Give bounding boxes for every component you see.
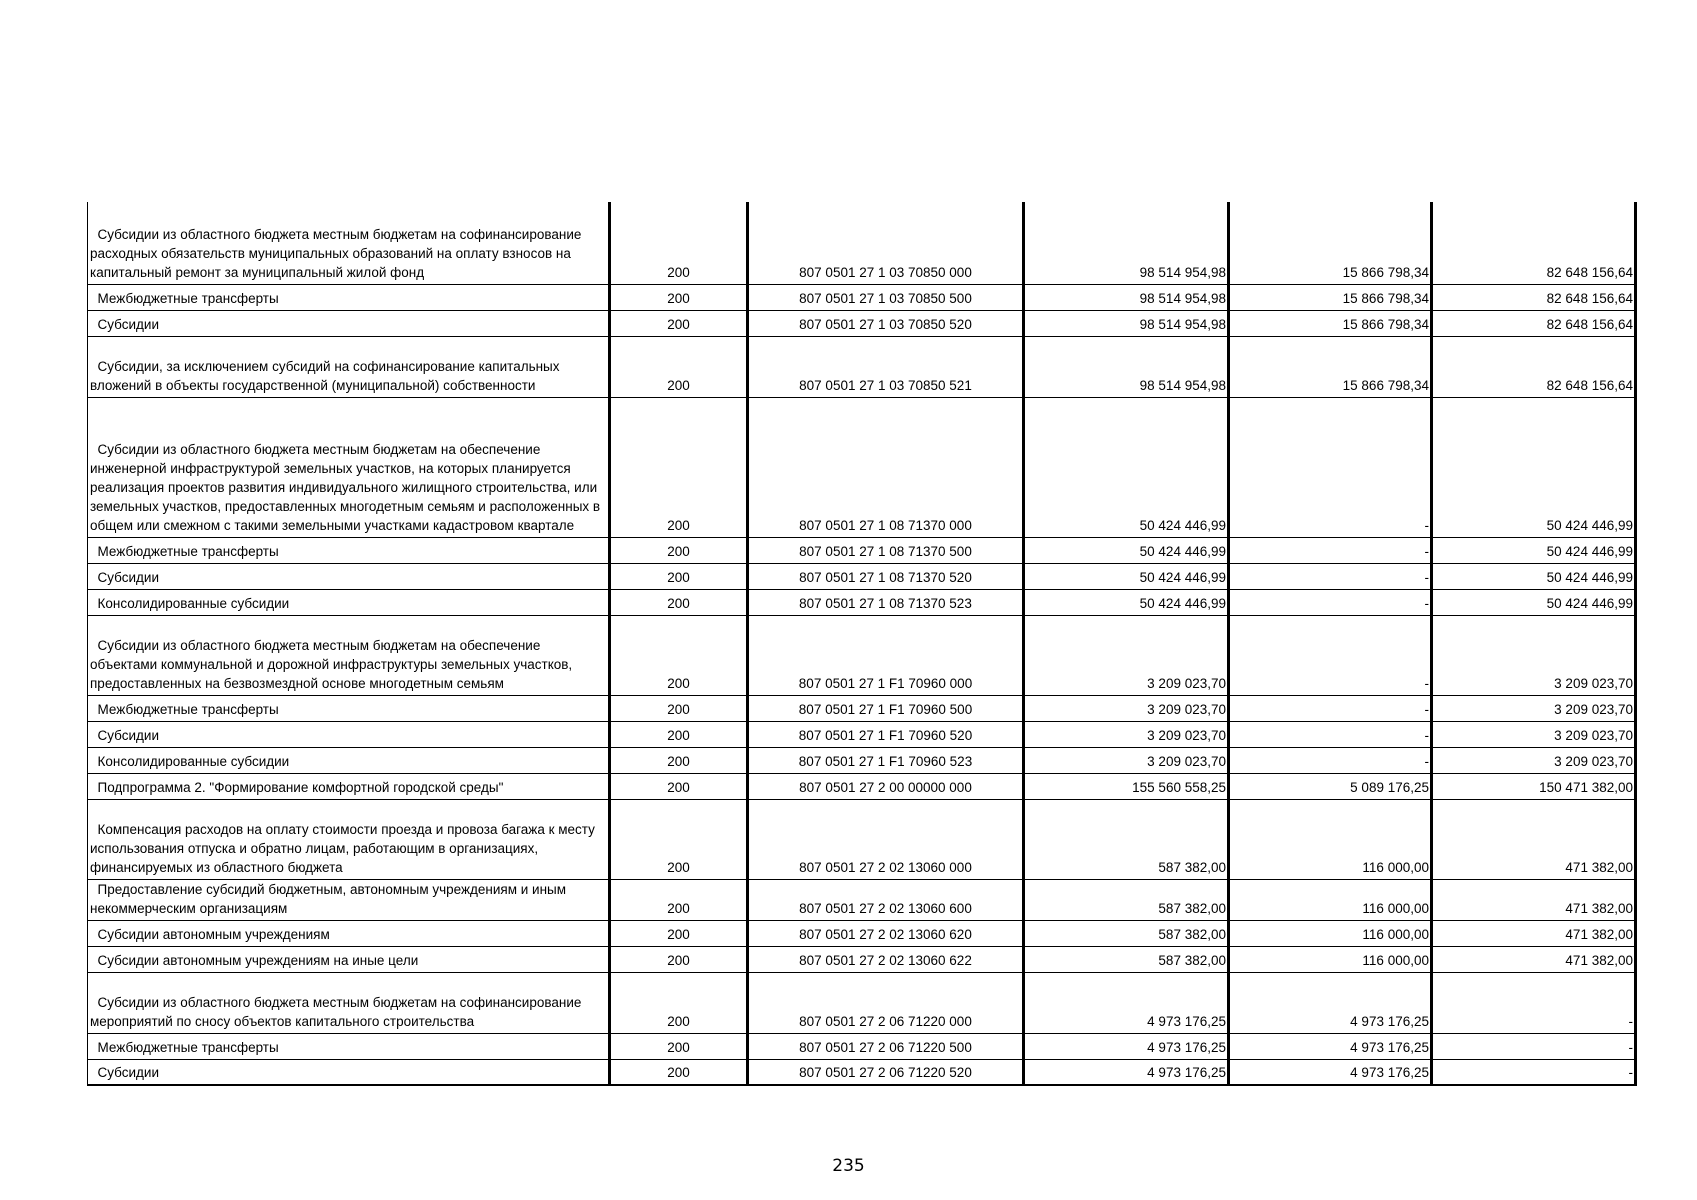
row-unexecuted-amount-cell: 50 424 446,99 bbox=[1432, 589, 1636, 615]
table-row bbox=[88, 589, 1636, 615]
row-executed-amount-cell: - bbox=[1229, 721, 1432, 747]
row-name-cell: Субсидии автономным учреждениям на иные цели bbox=[88, 946, 610, 972]
row-executed-amount-cell: - bbox=[1229, 747, 1432, 773]
table-row bbox=[88, 695, 1636, 721]
row-classification-code-cell: 807 0501 27 1 08 71370 523 bbox=[748, 589, 1024, 615]
row-executed-amount-cell: 4 973 176,25 bbox=[1229, 1059, 1432, 1085]
row-name-cell: Подпрограмма 2. "Формирование комфортной городской среды" bbox=[88, 773, 610, 799]
row-executed-amount-cell: 15 866 798,34 bbox=[1229, 310, 1432, 336]
row-classification-code-cell: 807 0501 27 1 F1 70960 523 bbox=[748, 747, 1024, 773]
row-classification-code-cell: 807 0501 27 2 06 71220 500 bbox=[748, 1033, 1024, 1059]
row-unexecuted-amount-cell: 82 648 156,64 bbox=[1432, 284, 1636, 310]
row-classification-code-cell: 807 0501 27 1 08 71370 000 bbox=[748, 397, 1024, 537]
row-unexecuted-amount-cell: - bbox=[1432, 1033, 1636, 1059]
row-classification-code-cell: 807 0501 27 2 02 13060 600 bbox=[748, 879, 1024, 920]
row-approved-amount-cell: 3 209 023,70 bbox=[1024, 695, 1229, 721]
row-unexecuted-amount-cell: 3 209 023,70 bbox=[1432, 615, 1636, 695]
row-classification-code-cell: 807 0501 27 2 02 13060 622 bbox=[748, 946, 1024, 972]
row-approved-amount-cell: 587 382,00 bbox=[1024, 946, 1229, 972]
row-code-cell: 200 bbox=[610, 537, 748, 563]
row-name-cell: Межбюджетные трансферты bbox=[88, 537, 610, 563]
row-executed-amount-cell: - bbox=[1229, 615, 1432, 695]
row-classification-code-cell: 807 0501 27 1 F1 70960 500 bbox=[748, 695, 1024, 721]
row-name-cell: Субсидии из областного бюджета местным бюджетам на софинансирование мероприятий по сносу объектов капитального строительства bbox=[88, 972, 610, 1033]
row-unexecuted-amount-cell: 471 382,00 bbox=[1432, 920, 1636, 946]
row-code-cell: 200 bbox=[610, 589, 748, 615]
row-approved-amount-cell: 587 382,00 bbox=[1024, 799, 1229, 879]
row-unexecuted-amount-cell: 50 424 446,99 bbox=[1432, 537, 1636, 563]
row-approved-amount-cell: 4 973 176,25 bbox=[1024, 972, 1229, 1033]
row-code-cell: 200 bbox=[610, 972, 748, 1033]
row-executed-amount-cell: - bbox=[1229, 695, 1432, 721]
row-unexecuted-amount-cell: - bbox=[1432, 1059, 1636, 1085]
row-approved-amount-cell: 98 514 954,98 bbox=[1024, 202, 1229, 284]
table-row bbox=[88, 284, 1636, 310]
row-code-cell: 200 bbox=[610, 397, 748, 537]
row-name-cell: Межбюджетные трансферты bbox=[88, 1033, 610, 1059]
table-row bbox=[88, 946, 1636, 972]
row-code-cell: 200 bbox=[610, 615, 748, 695]
table-row bbox=[88, 615, 1636, 695]
table-row bbox=[88, 773, 1636, 799]
row-unexecuted-amount-cell: 471 382,00 bbox=[1432, 879, 1636, 920]
row-classification-code-cell: 807 0501 27 1 03 70850 520 bbox=[748, 310, 1024, 336]
row-unexecuted-amount-cell: 471 382,00 bbox=[1432, 799, 1636, 879]
table-row bbox=[88, 879, 1636, 920]
row-name-cell: Компенсация расходов на оплату стоимости проезда и провоза багажа к месту использования отпуска и обратно лицам, работающим в организациях, финансируемых из областного бюджета bbox=[88, 799, 610, 879]
row-code-cell: 200 bbox=[610, 879, 748, 920]
row-executed-amount-cell: 5 089 176,25 bbox=[1229, 773, 1432, 799]
row-approved-amount-cell: 3 209 023,70 bbox=[1024, 747, 1229, 773]
row-approved-amount-cell: 50 424 446,99 bbox=[1024, 563, 1229, 589]
row-code-cell: 200 bbox=[610, 1033, 748, 1059]
row-code-cell: 200 bbox=[610, 747, 748, 773]
row-executed-amount-cell: 15 866 798,34 bbox=[1229, 336, 1432, 397]
row-code-cell: 200 bbox=[610, 563, 748, 589]
row-approved-amount-cell: 98 514 954,98 bbox=[1024, 336, 1229, 397]
row-unexecuted-amount-cell: - bbox=[1432, 972, 1636, 1033]
row-classification-code-cell: 807 0501 27 1 08 71370 500 bbox=[748, 537, 1024, 563]
row-name-cell: Консолидированные субсидии bbox=[88, 747, 610, 773]
row-approved-amount-cell: 98 514 954,98 bbox=[1024, 310, 1229, 336]
row-approved-amount-cell: 3 209 023,70 bbox=[1024, 721, 1229, 747]
row-approved-amount-cell: 50 424 446,99 bbox=[1024, 537, 1229, 563]
row-code-cell: 200 bbox=[610, 310, 748, 336]
row-approved-amount-cell: 587 382,00 bbox=[1024, 920, 1229, 946]
row-classification-code-cell: 807 0501 27 2 06 71220 520 bbox=[748, 1059, 1024, 1085]
row-unexecuted-amount-cell: 471 382,00 bbox=[1432, 946, 1636, 972]
row-classification-code-cell: 807 0501 27 2 00 00000 000 bbox=[748, 773, 1024, 799]
row-executed-amount-cell: 116 000,00 bbox=[1229, 920, 1432, 946]
row-name-cell: Субсидии, за исключением субсидий на софинансирование капитальных вложений в объекты государственной (муниципальной) собственности bbox=[88, 336, 610, 397]
row-approved-amount-cell: 50 424 446,99 bbox=[1024, 397, 1229, 537]
row-executed-amount-cell: - bbox=[1229, 537, 1432, 563]
row-executed-amount-cell: 116 000,00 bbox=[1229, 879, 1432, 920]
table-row bbox=[88, 920, 1636, 946]
row-classification-code-cell: 807 0501 27 1 03 70850 500 bbox=[748, 284, 1024, 310]
row-approved-amount-cell: 4 973 176,25 bbox=[1024, 1059, 1229, 1085]
row-approved-amount-cell: 155 560 558,25 bbox=[1024, 773, 1229, 799]
row-executed-amount-cell: 4 973 176,25 bbox=[1229, 1033, 1432, 1059]
row-classification-code-cell: 807 0501 27 1 03 70850 000 bbox=[748, 202, 1024, 284]
row-executed-amount-cell: 4 973 176,25 bbox=[1229, 972, 1432, 1033]
row-name-cell: Предоставление субсидий бюджетным, автономным учреждениям и иным некоммерческим организациям bbox=[88, 879, 610, 920]
row-code-cell: 200 bbox=[610, 799, 748, 879]
row-unexecuted-amount-cell: 3 209 023,70 bbox=[1432, 747, 1636, 773]
row-approved-amount-cell: 587 382,00 bbox=[1024, 879, 1229, 920]
row-unexecuted-amount-cell: 50 424 446,99 bbox=[1432, 563, 1636, 589]
row-approved-amount-cell: 98 514 954,98 bbox=[1024, 284, 1229, 310]
table-row bbox=[88, 397, 1636, 537]
row-unexecuted-amount-cell: 3 209 023,70 bbox=[1432, 695, 1636, 721]
row-unexecuted-amount-cell: 150 471 382,00 bbox=[1432, 773, 1636, 799]
row-code-cell: 200 bbox=[610, 920, 748, 946]
row-approved-amount-cell: 4 973 176,25 bbox=[1024, 1033, 1229, 1059]
row-name-cell: Субсидии bbox=[88, 1059, 610, 1085]
table-row bbox=[88, 972, 1636, 1033]
page-number: 235 bbox=[832, 1156, 865, 1176]
row-executed-amount-cell: - bbox=[1229, 397, 1432, 537]
row-classification-code-cell: 807 0501 27 1 08 71370 520 bbox=[748, 563, 1024, 589]
table-row bbox=[88, 202, 1636, 284]
table-row bbox=[88, 310, 1636, 336]
table-row bbox=[88, 1059, 1636, 1085]
row-classification-code-cell: 807 0501 27 2 02 13060 000 bbox=[748, 799, 1024, 879]
row-name-cell: Субсидии bbox=[88, 721, 610, 747]
table-body bbox=[88, 202, 1636, 1085]
table-row bbox=[88, 1033, 1636, 1059]
table-row bbox=[88, 336, 1636, 397]
row-code-cell: 200 bbox=[610, 773, 748, 799]
row-unexecuted-amount-cell: 3 209 023,70 bbox=[1432, 721, 1636, 747]
row-unexecuted-amount-cell: 82 648 156,64 bbox=[1432, 336, 1636, 397]
row-unexecuted-amount-cell: 50 424 446,99 bbox=[1432, 397, 1636, 537]
row-classification-code-cell: 807 0501 27 1 03 70850 521 bbox=[748, 336, 1024, 397]
row-name-cell: Консолидированные субсидии bbox=[88, 589, 610, 615]
table-row bbox=[88, 537, 1636, 563]
row-classification-code-cell: 807 0501 27 1 F1 70960 000 bbox=[748, 615, 1024, 695]
row-code-cell: 200 bbox=[610, 284, 748, 310]
row-unexecuted-amount-cell: 82 648 156,64 bbox=[1432, 202, 1636, 284]
row-name-cell: Межбюджетные трансферты bbox=[88, 284, 610, 310]
row-unexecuted-amount-cell: 82 648 156,64 bbox=[1432, 310, 1636, 336]
row-executed-amount-cell: 116 000,00 bbox=[1229, 799, 1432, 879]
row-code-cell: 200 bbox=[610, 946, 748, 972]
row-executed-amount-cell: - bbox=[1229, 589, 1432, 615]
row-classification-code-cell: 807 0501 27 2 06 71220 000 bbox=[748, 972, 1024, 1033]
table-row bbox=[88, 747, 1636, 773]
row-name-cell: Межбюджетные трансферты bbox=[88, 695, 610, 721]
budget-execution-table bbox=[87, 202, 1637, 1086]
row-classification-code-cell: 807 0501 27 1 F1 70960 520 bbox=[748, 721, 1024, 747]
row-name-cell: Субсидии из областного бюджета местным бюджетам на софинансирование расходных обязательств муниципальных образований на оплату взносов на капитальный ремонт за муниципальный жилой фонд bbox=[88, 202, 610, 284]
row-name-cell: Субсидии bbox=[88, 563, 610, 589]
row-name-cell: Субсидии автономным учреждениям bbox=[88, 920, 610, 946]
row-approved-amount-cell: 50 424 446,99 bbox=[1024, 589, 1229, 615]
row-executed-amount-cell: 116 000,00 bbox=[1229, 946, 1432, 972]
table-row bbox=[88, 799, 1636, 879]
row-code-cell: 200 bbox=[610, 1059, 748, 1085]
row-code-cell: 200 bbox=[610, 721, 748, 747]
row-code-cell: 200 bbox=[610, 202, 748, 284]
row-name-cell: Субсидии bbox=[88, 310, 610, 336]
row-approved-amount-cell: 3 209 023,70 bbox=[1024, 615, 1229, 695]
row-name-cell: Субсидии из областного бюджета местным бюджетам на обеспечение инженерной инфраструктурой земельных участков, на которых планируется реализация проектов развития индивидуального жилищного строительства, или земельных участков, предоставленных многодетным семьям и расположенных в общем или смежном с такими земельными участками кадастровом квартале bbox=[88, 397, 610, 537]
row-code-cell: 200 bbox=[610, 695, 748, 721]
table-row bbox=[88, 721, 1636, 747]
row-name-cell: Субсидии из областного бюджета местным бюджетам на обеспечение объектами коммунальной и дорожной инфраструктуры земельных участков, предоставленных на безвозмездной основе многодетным семьям bbox=[88, 615, 610, 695]
row-executed-amount-cell: 15 866 798,34 bbox=[1229, 284, 1432, 310]
row-code-cell: 200 bbox=[610, 336, 748, 397]
table-row bbox=[88, 563, 1636, 589]
row-classification-code-cell: 807 0501 27 2 02 13060 620 bbox=[748, 920, 1024, 946]
row-executed-amount-cell: 15 866 798,34 bbox=[1229, 202, 1432, 284]
row-executed-amount-cell: - bbox=[1229, 563, 1432, 589]
